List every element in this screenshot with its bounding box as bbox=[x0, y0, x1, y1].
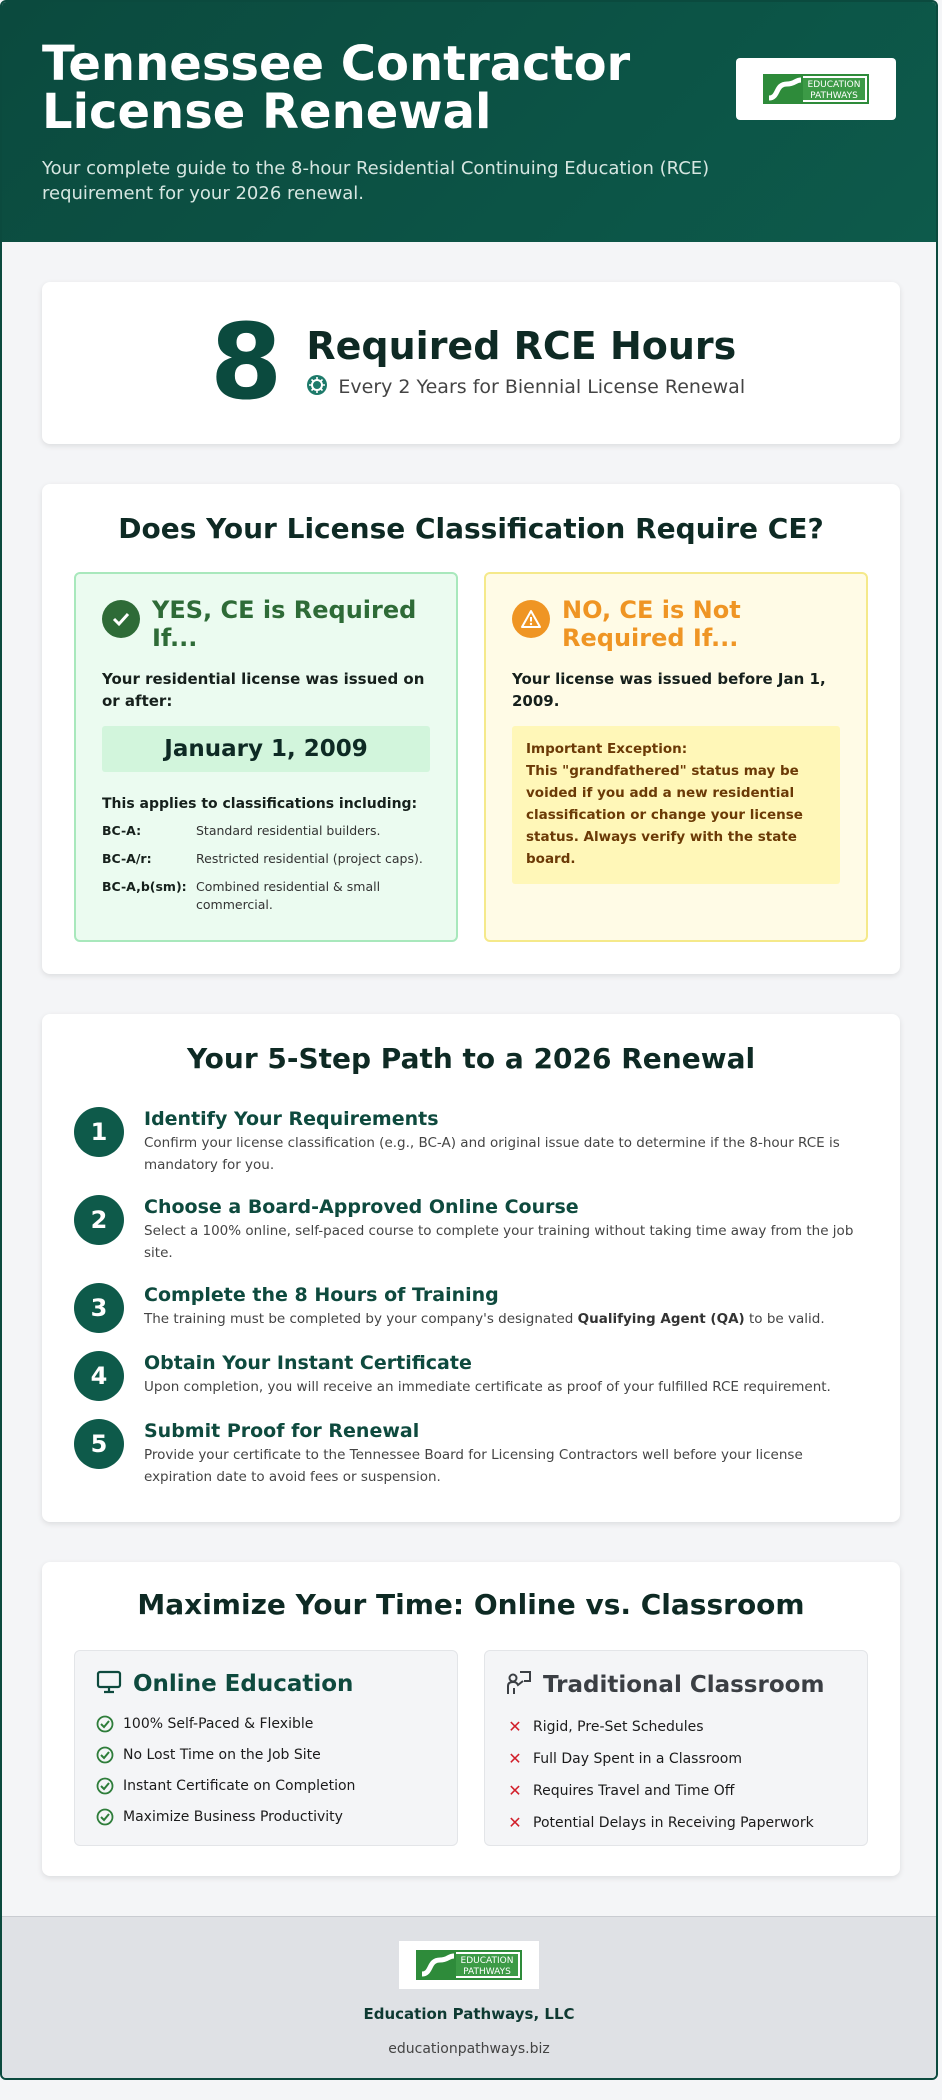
ce-not-required-panel bbox=[484, 572, 868, 942]
classroom-drawback bbox=[505, 1717, 847, 1736]
classification-desc: Combined residential & small commercial. bbox=[196, 879, 381, 912]
footer bbox=[2, 1916, 936, 2080]
step-title: Submit Proof for Renewal bbox=[144, 1420, 420, 1442]
online-heading: Online Education bbox=[133, 1671, 354, 1697]
ce-not-required-lead: Your license was issued before Jan 1, 2009. bbox=[512, 670, 826, 710]
classroom-drawback bbox=[505, 1781, 847, 1800]
step-desc: Upon completion, you will receive an immediate certificate as proof of your fulfilled RCE requirement. bbox=[144, 1379, 831, 1395]
step-desc: Provide your certificate to the Tennessee Board for Licensing Contractors well before your license expiration date to avoid fees or suspension. bbox=[144, 1447, 803, 1485]
check-circle-icon bbox=[95, 1746, 115, 1764]
x-icon: ✕ bbox=[508, 1749, 522, 1768]
online-benefit bbox=[95, 1808, 437, 1826]
online-benefit bbox=[95, 1715, 437, 1733]
step-desc bbox=[144, 1308, 825, 1330]
company-name: Education Pathways, LLC bbox=[363, 2005, 575, 2023]
step-item bbox=[74, 1352, 874, 1401]
comparison-title: Maximize Your Time: Online vs. Classroom bbox=[137, 1588, 805, 1621]
traditional-classroom-panel bbox=[484, 1650, 868, 1846]
education-pathways-logo bbox=[763, 74, 870, 104]
classroom-drawback bbox=[505, 1813, 847, 1832]
ce-required-heading: YES, CE is Required If... bbox=[152, 596, 417, 652]
hours-number: 8 bbox=[210, 301, 283, 423]
online-benefit bbox=[95, 1777, 437, 1795]
step-desc: Select a 100% online, self-paced course to complete your training without taking time away from the job site. bbox=[144, 1223, 854, 1261]
classroom-drawback-text: Rigid, Pre-Set Schedules bbox=[533, 1718, 704, 1735]
page-subtitle: Your complete guide to the 8-hour Residential Continuing Education (RCE) requirement for your 2026 renewal. bbox=[42, 158, 710, 204]
steps-card bbox=[42, 1014, 900, 1522]
step-number: 4 bbox=[74, 1351, 124, 1401]
cutoff-date: January 1, 2009 bbox=[102, 726, 430, 772]
monitor-icon bbox=[95, 1669, 123, 1699]
required-hours-card bbox=[42, 282, 900, 444]
classroom-drawback-text: Requires Travel and Time Off bbox=[533, 1782, 735, 1799]
step-title: Identify Your Requirements bbox=[144, 1108, 439, 1130]
logo-text-line2: PATHWAYS bbox=[463, 1967, 511, 1977]
classroom-drawback bbox=[505, 1749, 847, 1768]
cycle-icon bbox=[306, 374, 328, 401]
classification-row bbox=[102, 822, 430, 840]
classification-row bbox=[102, 878, 430, 914]
step-number: 5 bbox=[74, 1419, 124, 1469]
online-benefit-text: 100% Self-Paced & Flexible bbox=[123, 1716, 314, 1732]
website-link[interactable]: educationpathways.biz bbox=[388, 2041, 550, 2057]
warning-icon bbox=[512, 600, 550, 638]
classification-code: BC-A/r: bbox=[102, 851, 152, 866]
check-circle-icon bbox=[95, 1808, 115, 1826]
qualifying-agent-emphasis: Qualifying Agent (QA) bbox=[577, 1311, 745, 1327]
classification-title: Does Your License Classification Require CE? bbox=[118, 512, 824, 545]
ce-required-panel bbox=[74, 572, 458, 942]
classification-code: BC-A: bbox=[102, 823, 142, 838]
online-benefit-text: Instant Certificate on Completion bbox=[123, 1778, 356, 1794]
online-benefit-text: No Lost Time on the Job Site bbox=[123, 1747, 321, 1763]
step-number: 2 bbox=[74, 1195, 124, 1245]
header-logo bbox=[736, 58, 896, 120]
header-banner bbox=[2, 2, 936, 242]
road-logo-icon bbox=[418, 1952, 456, 1978]
hours-subtitle: Every 2 Years for Biennial License Renewal bbox=[338, 376, 746, 398]
classification-desc: Standard residential builders. bbox=[196, 823, 381, 838]
classroom-drawback-text: Potential Delays in Receiving Paperwork bbox=[533, 1814, 814, 1831]
applies-label: This applies to classifications including: bbox=[102, 796, 418, 812]
education-pathways-logo bbox=[416, 1950, 523, 1980]
step-number: 1 bbox=[74, 1107, 124, 1157]
exception-title: Important Exception: bbox=[526, 741, 688, 757]
page-title: Tennessee Contractor License Renewal bbox=[42, 36, 631, 140]
exception-text: This "grandfathered" status may be voided if you add a new residential classification or change your license status. Always verify with the state board. bbox=[526, 763, 803, 867]
classification-row bbox=[102, 850, 430, 868]
step-desc-pre: The training must be completed by your company's designated bbox=[144, 1311, 578, 1327]
step-title: Obtain Your Instant Certificate bbox=[144, 1352, 472, 1374]
step-desc-post: to be valid. bbox=[744, 1311, 825, 1327]
step-item bbox=[74, 1420, 874, 1488]
classification-desc: Restricted residential (project caps). bbox=[196, 851, 423, 866]
exception-callout bbox=[512, 726, 840, 884]
road-logo-icon bbox=[765, 76, 803, 102]
check-circle-icon bbox=[95, 1777, 115, 1795]
step-item bbox=[74, 1108, 874, 1176]
ce-required-lead: Your residential license was issued on or after: bbox=[102, 670, 425, 710]
footer-logo bbox=[399, 1941, 539, 1989]
hours-title: Required RCE Hours bbox=[306, 323, 737, 368]
step-title: Choose a Board-Approved Online Course bbox=[144, 1196, 579, 1218]
classroom-drawback-text: Full Day Spent in a Classroom bbox=[533, 1750, 742, 1767]
x-icon: ✕ bbox=[508, 1813, 522, 1832]
online-benefit bbox=[95, 1746, 437, 1764]
presenter-icon bbox=[505, 1669, 533, 1701]
online-benefit-text: Maximize Business Productivity bbox=[123, 1809, 343, 1825]
check-circle-icon bbox=[102, 600, 140, 638]
classroom-heading: Traditional Classroom bbox=[543, 1672, 825, 1698]
classification-card bbox=[42, 484, 900, 974]
step-item bbox=[74, 1196, 874, 1264]
step-title: Complete the 8 Hours of Training bbox=[144, 1284, 499, 1306]
logo-text-line1: EDUCATION bbox=[460, 1956, 514, 1966]
comparison-card bbox=[42, 1562, 900, 1876]
x-icon: ✕ bbox=[508, 1781, 522, 1800]
step-item bbox=[74, 1284, 874, 1333]
steps-title: Your 5-Step Path to a 2026 Renewal bbox=[186, 1042, 756, 1075]
ce-not-required-heading: NO, CE is Not Required If... bbox=[562, 596, 741, 652]
classification-code: BC-A,b(sm): bbox=[102, 879, 187, 894]
check-circle-icon bbox=[95, 1715, 115, 1733]
step-number: 3 bbox=[74, 1283, 124, 1333]
step-desc: Confirm your license classification (e.g., BC-A) and original issue date to determine if the 8-hour RCE is mandatory for you. bbox=[144, 1135, 840, 1173]
online-education-panel bbox=[74, 1650, 458, 1846]
x-icon: ✕ bbox=[508, 1717, 522, 1736]
logo-text-line2: PATHWAYS bbox=[810, 91, 858, 101]
logo-text-line1: EDUCATION bbox=[807, 80, 861, 90]
